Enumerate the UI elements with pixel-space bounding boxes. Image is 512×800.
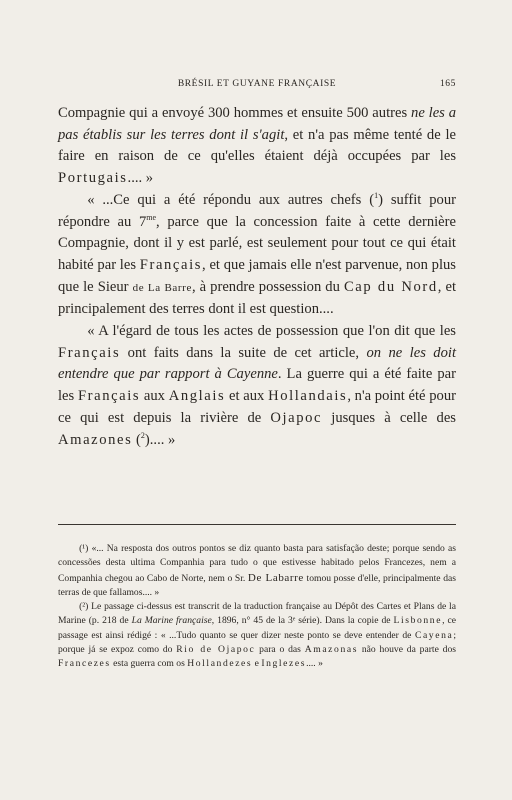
spaced-run: Français [58, 344, 121, 361]
text-run: ont faits dans la suite de cet article, [120, 344, 367, 361]
spaced-run: Français [77, 388, 141, 405]
page-number: 165 [439, 79, 456, 89]
text-run: ; porque já se expoz como do [58, 629, 456, 656]
italic-run: on ne les doit entendre que par rapport à Cayenne [58, 344, 457, 383]
text-run: tomou posse d'elle, principalmente das terras de que fallamos.... » [58, 572, 456, 598]
text-run: et aux [225, 388, 269, 405]
footnote-1 [58, 542, 456, 600]
text-run: , n'a point été pour ce qui est depuis la rivière de [58, 388, 456, 426]
paragraph-3 [58, 321, 456, 451]
spaced-run: Rio de Ojapoc [176, 644, 256, 656]
text-run: Compagnie qui a envoyé 300 hommes et ensuite 500 autres [58, 105, 412, 121]
text-run: .... » [127, 170, 154, 187]
text-run: , ce passage est ainsi rédigé : « ...Tudo quanto se quer dizer neste ponto se deve entender de [58, 615, 456, 641]
footnote-2 [58, 600, 456, 671]
text-run: não houve da parte dos [358, 644, 456, 656]
text-run: esta guerra com os [110, 658, 188, 670]
running-header [58, 79, 456, 93]
main-text [58, 103, 456, 451]
text-run: , et principalement des terres dont il est question.... [58, 278, 457, 318]
text-run: , 1896, n° 45 de la 3ᵉ série). Dans la copie de [211, 615, 394, 627]
text-run: para o das [255, 644, 305, 656]
spaced-run: Lisbonne [393, 615, 443, 627]
spaced-run: Ojapoc [270, 409, 323, 426]
italic-run: ne les a pas établis sur les terres dont il s'agit [58, 105, 456, 143]
text-run: , et que jamais elle n'est parvenue, non plus que le Sieur [58, 256, 456, 295]
text-run: Le passage ci-dessus est transcrit de la traduction française au Dépôt des Cartes et Plans de la Marine (p. 218 de [58, 601, 456, 627]
text-run: . La guerre qui a été faite par les [58, 366, 456, 405]
text-run: « ...Ce qui a été répondu aux autres chefs ( [87, 191, 375, 208]
small-caps-run: de La Barre [132, 281, 192, 294]
spaced-run: Cap du Nord [343, 278, 438, 295]
spaced-run: Anglais [168, 388, 226, 405]
running-title: BRÉSIL ET GUYANE FRANÇAISE [177, 79, 337, 89]
italic-run: La Marine française [131, 615, 212, 627]
text-run: ).... » [144, 431, 176, 448]
paragraph-1 [58, 103, 456, 190]
small-caps-run: De Labarre [247, 571, 304, 584]
spaced-run: Portugais [58, 170, 128, 187]
footnotes [58, 542, 456, 672]
text-run: «... Na resposta dos outros pontos se diz quanto basta para satisfação deste; porque sendo as concessões desta ultima Companhia para tudo o que estivesse habitado pelos Francezes, nem a Companhia chegou ao Cabo de Norte, nem o Sr. [58, 543, 456, 584]
paragraph-2 [58, 190, 456, 321]
footnote-ref: 1 [374, 190, 379, 200]
spaced-run: Francezes [58, 658, 111, 670]
text-run: , parce que la concession faite à cette dernière Compagnie, dont il y est parlé, est seulement pour tout ce qui était habité par les [58, 213, 456, 273]
footnote-rule [58, 524, 456, 525]
text-run: ( [132, 431, 141, 448]
superscript: me [146, 212, 157, 222]
spaced-run: Amazones [58, 431, 133, 448]
text-run: « A l'égard de tous les actes de possession que l'on dit que les [87, 323, 456, 340]
text-run: .... » [306, 658, 323, 670]
footnote-ref: 2 [140, 430, 145, 440]
text-run: , et n'a pas même tenté de le faire en raison de ce qu'elles étaient déjà occupées par les [58, 126, 456, 165]
spaced-run: Amazonas [304, 644, 359, 656]
spaced-run: Français [139, 256, 203, 273]
spaced-run: Cayena [414, 629, 454, 641]
text-run: , à prendre possession du [191, 278, 344, 295]
spaced-run: Inglezes [261, 658, 307, 670]
text-run: ) suffit pour répondre au 7 [58, 191, 456, 230]
spaced-run: Hollandais [268, 388, 348, 405]
footnote-mark: (²) [79, 601, 89, 613]
footnote-mark: (¹) [79, 543, 89, 554]
text-run: aux [140, 388, 169, 405]
text-run: jusques à celle des [322, 409, 456, 426]
text-run: e [252, 658, 262, 670]
spaced-run: Hollandezes [187, 658, 253, 670]
